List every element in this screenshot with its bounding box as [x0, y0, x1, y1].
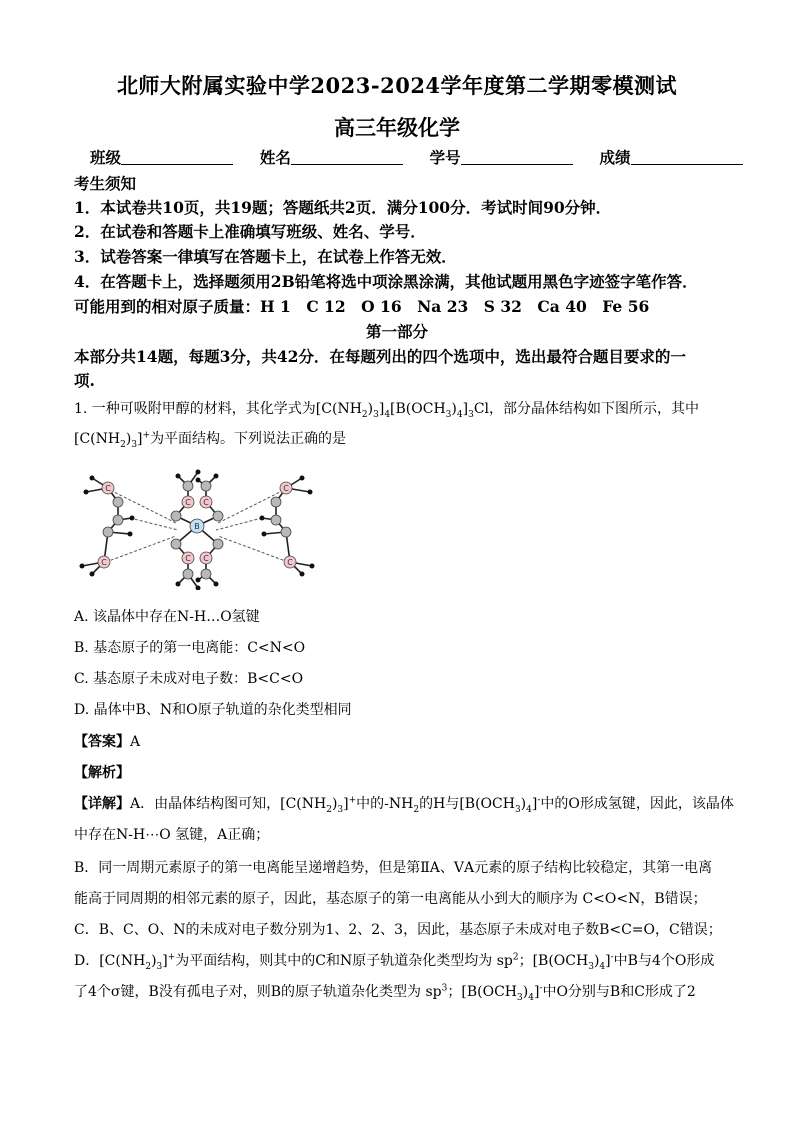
detail-b-cont: 能高于同周期的相邻元素的原子，因此，基态原子的第一电离能从小到大的顺序为 C<O<N，B错误； — [74, 891, 707, 907]
notice-heading: 考生须知 — [74, 174, 137, 193]
atom-label: C — [105, 484, 111, 493]
id-label: 学号 — [429, 148, 461, 167]
atom-label: C — [185, 498, 191, 507]
crystal-structure-figure — [70, 458, 332, 590]
part-instructions: 本部分共14题，每题3分，共42分．在每题列出的四个选项中，选出最符合题目要求的一 — [74, 347, 686, 366]
score-field[interactable] — [631, 150, 743, 165]
exam-title: 北师大附属实验中学2023-2024学年度第二学期零模测试 — [116, 73, 678, 98]
analysis-tag: 【解析】 — [74, 765, 130, 781]
score-label: 成绩 — [599, 148, 631, 167]
detail-c: C．B、C、O、N的未成对电子数分别为1、2、2、3，因此，基态原子未成对电子数B<C=O，C错误； — [74, 922, 722, 938]
student-info-fields — [90, 146, 743, 168]
detail-a: 【详解】A．由晶体结构图可知，$[C(NH_2)_3]^+$中的$-NH_2$的H与$[B(OCH_3)_4]^-$中的O形成氢键，因此，该晶体 — [74, 795, 734, 815]
question-1-stem-cont: $[C(NH_2)_3]^+$为平面结构。下列说法正确的是 — [74, 430, 347, 450]
detail-tag: 【详解】 — [74, 796, 130, 812]
class-field[interactable] — [121, 150, 233, 165]
notice-item: 3．试卷答案一律填写在答题卡上，在试卷上作答无效． — [74, 247, 457, 266]
exam-subtitle: 高三年级化学 — [334, 115, 460, 140]
question-1-stem: 1. 一种可吸附甲醇的材料，其化学式为$[C(NH_2)_3]_4[B(OCH_3)_4]_3Cl$，部分晶体结构如下图所示，其中 — [74, 401, 700, 420]
notice-item: 1．本试卷共10页，共19题；答题纸共2页．满分100分．考试时间90分钟． — [74, 198, 612, 217]
detail-b: B．同一周期元素原子的第一电离能呈递增趋势，但是第ⅡA、ⅤA元素的原子结构比较稳定，其第一电离 — [74, 860, 713, 876]
name-label: 姓名 — [259, 148, 291, 167]
name-field[interactable] — [291, 150, 403, 165]
atom-label: C — [101, 558, 107, 567]
part-instructions-cont: 项. — [74, 371, 95, 390]
option-d: D. 晶体中B、N和O原子轨道的杂化类型相同 — [74, 702, 352, 718]
part-title: 第一部分 — [365, 322, 428, 341]
answer-tag: 【答案】 — [74, 734, 130, 750]
id-field[interactable] — [461, 150, 573, 165]
option-b: B. 基态原子的第一电离能：C<N<O — [74, 640, 306, 656]
atom-label: C — [185, 554, 191, 563]
answer-line — [74, 731, 140, 751]
atom-label: C — [203, 498, 209, 507]
atom-label: C — [203, 554, 209, 563]
notice-item: 4．在答题卡上，选择题须用2B铅笔将选中项涂黑涂满，其他试题用黑色字迹签字笔作答． — [74, 272, 698, 291]
atom-label: C — [283, 484, 289, 493]
notice-item: 2．在试卷和答题卡上准确填写班级、姓名、学号． — [74, 222, 426, 241]
atom-label: B — [194, 522, 200, 531]
analysis-line — [74, 762, 130, 782]
detail-a-cont: 中存在N-H⋯O 氢键，A正确； — [74, 827, 270, 843]
atomic-masses: 可能用到的相对原子质量：H 1 C 12 O 16 Na 23 S 32 Ca 40 Fe 56 — [74, 297, 650, 316]
detail-d-cont: 了4个σ键，B没有孤电子对，则B的原子轨道杂化类型为 $sp^3$；$[B(OCH_3)_4]^-$中O分别与B和C形成了2 — [74, 983, 696, 1003]
detail-d: D．$[C(NH_2)_3]^+$为平面结构，则其中的C和N原子轨道杂化类型均为 $sp^2$；$[B(OCH_3)_4]^-$中B与4个O形成 — [74, 952, 715, 972]
option-a: A. 该晶体中存在N-H…O氢键 — [74, 609, 260, 625]
atom-label: C — [287, 558, 293, 567]
class-label: 班级 — [90, 148, 122, 167]
option-c: C. 基态原子未成对电子数：B<C<O — [74, 671, 304, 687]
answer-value: A — [130, 734, 141, 750]
